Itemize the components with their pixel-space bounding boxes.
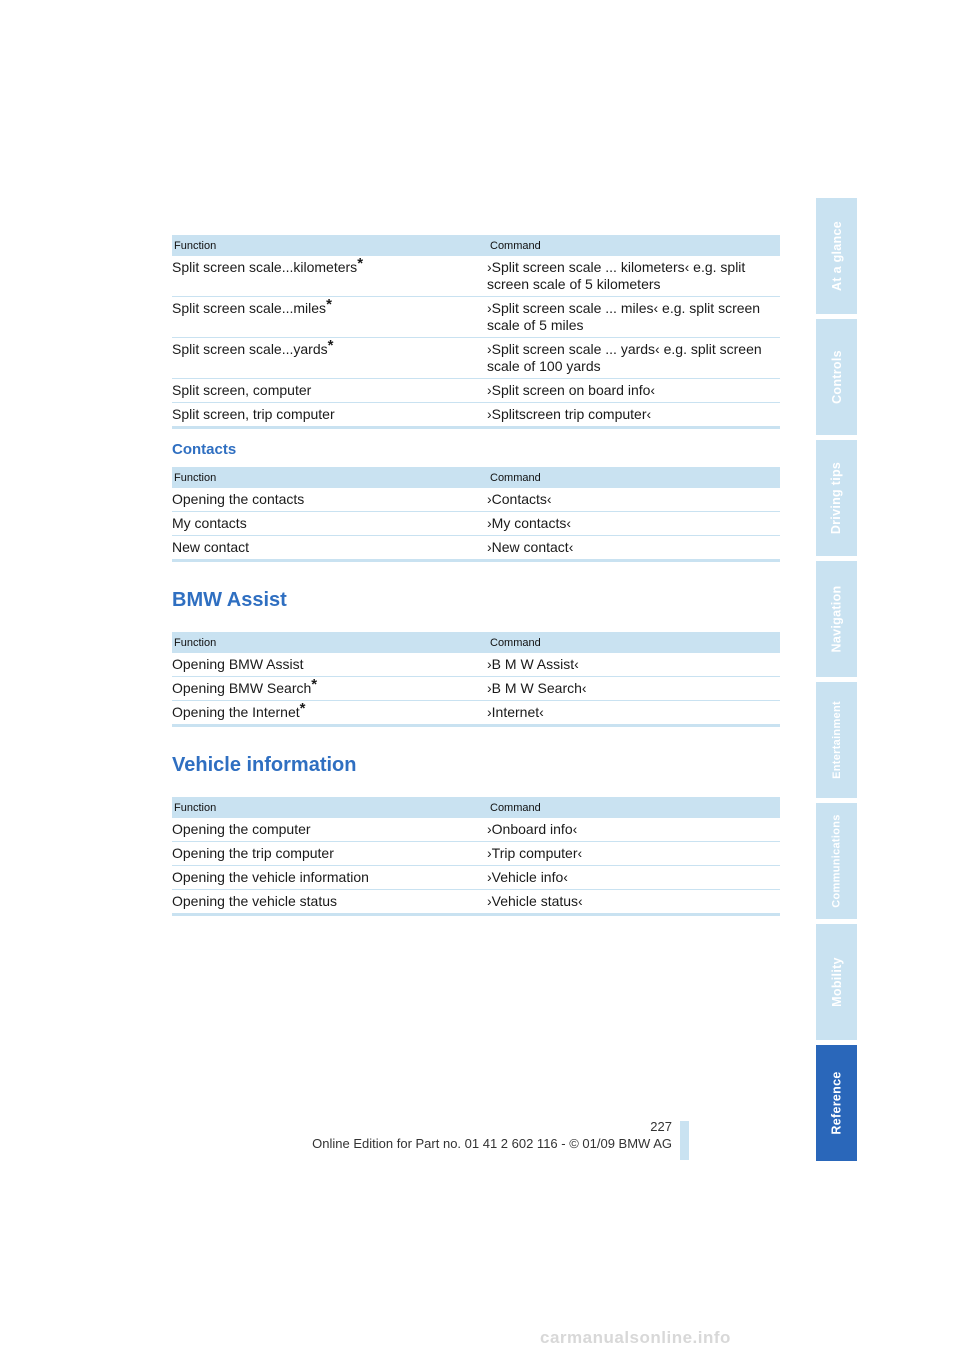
function-cell bbox=[172, 676, 487, 697]
command-cell: ›Vehicle status‹ bbox=[487, 893, 583, 909]
chapter-tab-label: Navigation bbox=[829, 585, 844, 653]
chapter-tab-mobility[interactable] bbox=[816, 924, 857, 1040]
function-text: Opening the vehicle information bbox=[172, 869, 369, 885]
command-cell: ›Onboard info‹ bbox=[487, 821, 578, 837]
command-cell: ›Split screen on board info‹ bbox=[487, 382, 656, 398]
table-row bbox=[172, 890, 780, 913]
function-cell bbox=[172, 869, 487, 886]
function-cell bbox=[172, 821, 487, 838]
function-cell bbox=[172, 296, 487, 334]
function-cell bbox=[172, 845, 487, 862]
command-cell: ›Trip computer‹ bbox=[487, 845, 583, 861]
table-row bbox=[172, 866, 780, 890]
command-cell: ›B M W Assist‹ bbox=[487, 656, 579, 672]
optional-equipment-asterisk: * bbox=[326, 296, 332, 313]
table-row bbox=[172, 653, 780, 677]
table-row bbox=[172, 512, 780, 536]
command-cell: ›Split screen scale ... kilometers‹ e.g. split screen scale of 5 kilometers bbox=[487, 259, 746, 292]
watermark: carmanualsonline.info bbox=[540, 1328, 731, 1347]
function-column-header: Function bbox=[174, 239, 217, 252]
function-text: Split screen scale...kilometers bbox=[172, 259, 358, 275]
function-cell bbox=[172, 656, 487, 673]
chapter-tab-driving-tips[interactable] bbox=[816, 440, 857, 556]
table-row bbox=[172, 297, 780, 338]
optional-equipment-asterisk: * bbox=[357, 255, 364, 272]
function-text: Opening BMW Assist bbox=[172, 656, 304, 672]
table-row bbox=[172, 701, 780, 724]
contacts-table bbox=[172, 467, 780, 562]
optional-equipment-asterisk: * bbox=[327, 337, 334, 354]
table-header bbox=[172, 235, 780, 256]
chapter-tab-label: At a glance bbox=[829, 221, 844, 291]
function-cell bbox=[172, 893, 487, 910]
table-row bbox=[172, 677, 780, 701]
optional-equipment-asterisk: * bbox=[311, 676, 318, 693]
chapter-tab-label: Reference bbox=[829, 1071, 844, 1135]
footer-accent-bar bbox=[680, 1121, 689, 1160]
chapter-tab-reference[interactable] bbox=[816, 1045, 857, 1161]
command-cell: ›Splitscreen trip computer‹ bbox=[487, 406, 652, 422]
command-cell: ›B M W Search‹ bbox=[487, 680, 587, 696]
vehicle-information-table bbox=[172, 797, 780, 916]
command-cell: ›Contacts‹ bbox=[487, 491, 552, 507]
command-cell: ›Vehicle info‹ bbox=[487, 869, 568, 885]
command-column-header: Command bbox=[490, 239, 541, 252]
table-header bbox=[172, 467, 780, 488]
command-cell: ›New contact‹ bbox=[487, 539, 574, 555]
table-row bbox=[172, 256, 780, 297]
bmw-assist-table bbox=[172, 632, 780, 727]
table-row bbox=[172, 403, 780, 426]
function-column-header: Function bbox=[174, 801, 217, 814]
function-cell bbox=[172, 382, 487, 399]
page-number: 227 bbox=[650, 1119, 672, 1134]
table-row bbox=[172, 338, 780, 379]
chapter-tab-at-a-glance[interactable] bbox=[816, 198, 857, 314]
chapter-tab-navigation[interactable] bbox=[816, 561, 857, 677]
function-text: Opening the contacts bbox=[172, 491, 305, 507]
function-text: Split screen scale...yards bbox=[172, 341, 328, 357]
chapter-tab-label: Controls bbox=[829, 350, 844, 404]
contacts-heading: Contacts bbox=[172, 441, 237, 458]
function-text: New contact bbox=[172, 539, 250, 555]
table-row bbox=[172, 536, 780, 559]
function-text: Opening the vehicle status bbox=[172, 893, 337, 909]
command-cell: ›Split screen scale ... miles‹ e.g. split screen scale of 5 miles bbox=[487, 300, 761, 333]
chapter-tab-communications[interactable] bbox=[816, 803, 857, 919]
function-cell bbox=[172, 406, 487, 423]
table-row bbox=[172, 842, 780, 866]
vehicle-information-heading: Vehicle information bbox=[172, 754, 357, 776]
main-content bbox=[172, 235, 780, 916]
chapter-tab-entertainment[interactable] bbox=[816, 682, 857, 798]
command-column-header: Command bbox=[490, 801, 541, 814]
function-text: Opening BMW Search bbox=[172, 680, 312, 696]
table-row bbox=[172, 818, 780, 842]
chapter-tab-label: Entertainment bbox=[830, 701, 843, 779]
chapter-tabs-sidebar bbox=[816, 198, 857, 1166]
function-cell bbox=[172, 515, 487, 532]
function-cell bbox=[172, 700, 487, 721]
command-column-header: Command bbox=[490, 636, 541, 649]
bmw-assist-heading: BMW Assist bbox=[172, 589, 287, 611]
command-column-header: Command bbox=[490, 471, 541, 484]
table-header bbox=[172, 632, 780, 653]
table-row bbox=[172, 379, 780, 403]
function-cell bbox=[172, 337, 487, 375]
chapter-tab-controls[interactable] bbox=[816, 319, 857, 435]
chapter-tab-label: Communications bbox=[830, 814, 843, 908]
function-column-header: Function bbox=[174, 636, 217, 649]
table-row bbox=[172, 488, 780, 512]
function-column-header: Function bbox=[174, 471, 217, 484]
command-cell: ›Split screen scale ... yards‹ e.g. split screen scale of 100 yards bbox=[487, 341, 762, 374]
function-text: My contacts bbox=[172, 515, 247, 531]
function-cell bbox=[172, 491, 487, 508]
function-text: Opening the Internet bbox=[172, 704, 300, 720]
function-text: Opening the computer bbox=[172, 821, 311, 837]
optional-equipment-asterisk: * bbox=[299, 700, 306, 717]
command-cell: ›Internet‹ bbox=[487, 704, 544, 720]
function-text: Split screen scale...miles bbox=[172, 300, 327, 316]
function-text: Split screen, computer bbox=[172, 382, 312, 398]
function-text: Split screen, trip computer bbox=[172, 406, 335, 422]
function-cell bbox=[172, 539, 487, 556]
command-cell: ›My contacts‹ bbox=[487, 515, 572, 531]
chapter-tab-label: Mobility bbox=[829, 957, 844, 1007]
chapter-tab-label: Driving tips bbox=[829, 461, 844, 535]
table-header bbox=[172, 797, 780, 818]
split-screen-table bbox=[172, 235, 780, 429]
edition-text: Online Edition for Part no. 01 41 2 602 116 - © 01/09 BMW AG bbox=[312, 1136, 672, 1151]
function-text: Opening the trip computer bbox=[172, 845, 334, 861]
function-cell bbox=[172, 255, 487, 293]
